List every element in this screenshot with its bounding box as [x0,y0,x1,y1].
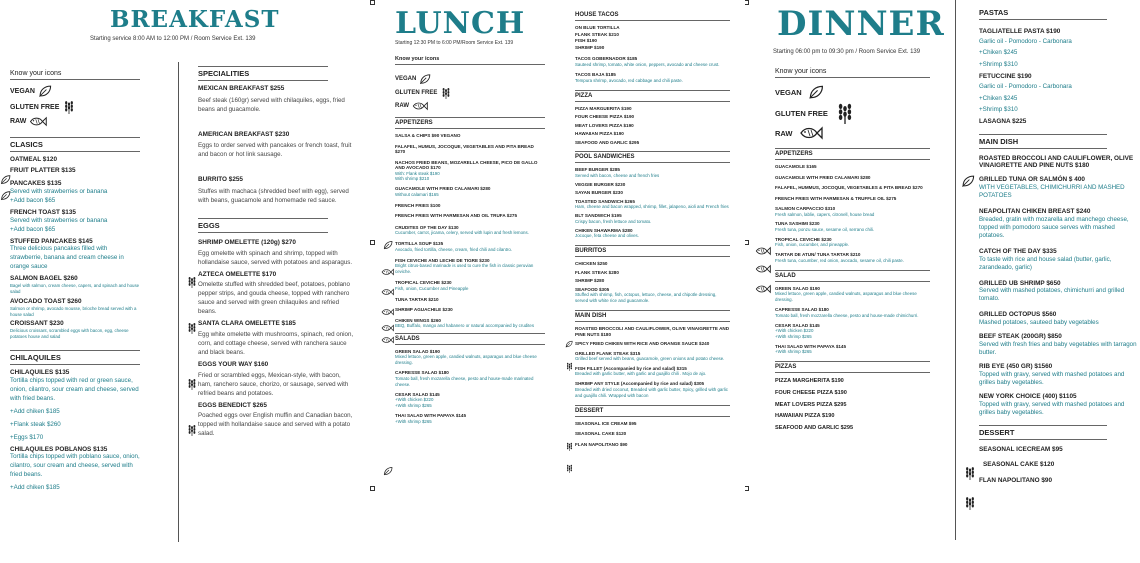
legend-raw-label: RAW [395,103,409,109]
menu-item-desc: Avocado, fried tortilla, cheese, cream, fried chili and cilantro. [395,246,513,252]
menu-item: GRILLED UB SHRIMP $650 [979,279,1061,287]
menu-item: GREEN SALAD $190 [775,285,820,291]
legend-raw-label: RAW [775,128,793,138]
menu-item-desc: Served with fresh fries and baby vegetables with tarragon butter. [979,340,1137,356]
menu-item: FRENCH FRIES $100 [395,202,441,208]
menu-item: VEGGIE BURGER $230 [575,181,626,187]
menu-item: ROASTED BROCCOLI AND CAULIFLOWER, OLIVE VINAIGRETTE AND PINE NUTS $180 [979,154,1134,170]
menu-item: FETUCCINE $190 [979,73,1032,81]
menu-item-desc: Fish, onion, Cucumber and Pineapple [395,285,469,291]
dinner-main-dish-heading: MAIN DISH [979,134,1107,149]
menu-item: SHRIMP OMELETTE (120g) $270 [198,238,296,246]
column-divider [178,62,179,542]
menu-item-desc: BBQ, Buffalo, mango and habanero or natural accompanied by crudites [395,323,535,328]
pizza-heading: PIZZA [575,90,730,102]
menu-item: AVOCADO TOAST $260 [10,297,82,305]
menu-item: FALAFEL, HUMMUS, JOCOQUE, VEGETABLES & PITA BREAD $270 [775,185,923,190]
menu-item: GREEN SALAD $190 [395,348,440,354]
raw-fish-icon [755,264,771,274]
dinner-title: DINNER [777,4,945,44]
dinner-dessert-heading: DESSERT [979,425,1107,440]
menu-item: CRUDITES OF THE DAY $130 [395,224,459,230]
gluten-free-wheat-icon [186,378,198,390]
legend-gluten [775,102,930,124]
menu-item: EGGS BENEDICT $265 [198,401,267,409]
menu-item: BEEF BURGER $285 [575,167,620,173]
menu-item-desc: With: Flank steak $190 With shrimp $210 [395,170,440,182]
legend-vegan-label: VEGAN [10,87,35,95]
menu-item: FRUIT PLATTER $135 [10,166,76,174]
vegan-leaf-icon [0,190,11,201]
vegan-leaf-icon [419,73,431,85]
menu-item-desc: +Eggs $170 [10,433,44,441]
menu-item: SEASONAL ICECREAM $95 [979,445,1063,453]
menu-item-desc: Tortilla chips topped with red or green sauce, onion, cilantro, sour cream and cheese, served with fried beans. [10,376,139,402]
lunch-subtitle: Starting 12:30 PM to 6:00 PM/Room Service Ext. 139 [395,40,514,46]
gluten-free-wheat-icon [440,87,452,99]
menu-item: SHRIMP ANY STYLE (Accompanied by rice and salad) $305 [575,381,705,387]
menu-item: FOUR CHEESE PIZZA $190 [775,390,847,397]
raw-fish-icon [381,324,394,332]
menu-item: CAPRESSE SALAD $180 [775,307,829,313]
legend-raw-label: RAW [10,118,27,125]
menu-item: MEAT LOVERS PIZZA $295 [775,401,847,408]
menu-item-desc: Jocoque, feta cheese and olives. [575,233,639,239]
menu-item: SHRIMP $280 [575,278,605,284]
menu-item: SHRIMP AGUACHILE $230 [395,307,453,312]
clasics-heading: CLASICS [10,137,140,152]
vegan-leaf-icon [38,84,52,98]
raw-fish-icon [381,268,394,276]
gluten-free-wheat-icon [565,442,574,451]
menu-item-desc: Garlic oil - Pomodoro - Carbonara +Chiken $245 +Shrimp $310 [979,82,1072,114]
menu-item-desc: Beef steak (160gr) served with chilaquiles, eggs, fried beans and guacamole. [198,96,345,113]
menu-item: NACHOS FRIED BEANS, MOZARELLA CHEESE, PICO DE GALLO AND AVOCADO $170 [395,159,538,170]
menu-item: FISH CEVICHE AND LECHE DE TIGRE $230 [395,257,490,263]
menu-item-desc: Tomato ball, fresh mozzarella cheese, pesto and house-made chimichurri. [775,312,919,318]
menu-item: FLAN NAPOLITANO $90 [575,441,628,447]
menu-item: FLANK STEAK $280 [575,269,619,275]
gluten-free-wheat-icon [186,276,198,288]
legend-heading: Know your icons [775,66,930,78]
menu-item: NEW YORK CHOICE (400) $1105 [979,392,1077,400]
menu-item-desc: Egg white omelette with mushrooms, spinach, red onion, corn, and cottage cheese, served with ranchera sauce and black beans. [198,330,354,356]
menu-item: NEAPOLITAN CHIKEN BREAST $240 [979,207,1091,215]
menu-item-desc: +With chicken $220 +With shrimp $265 [395,397,434,409]
menu-item-desc: Fried or scrambled eggs, Mexican-style, with bacon, ham, ranchero sauce, chorizo, or sausage, served with refried beans and potatoes. [198,371,349,397]
menu-item-desc: Crispy bacon, fresh lettuce and tomato. [575,218,652,224]
menu-item-desc: Poached eggs over English muffin and Canadian bacon, topped with hollandaise sauce and served with a potato salad. [198,412,353,438]
menu-item: AMERICAN BREAKFAST $230 [198,130,290,138]
menu-item: CAPRESSE SALAD $180 [395,370,449,376]
menu-item: AZTECA OMELETTE $170 [198,270,277,278]
pool-sandwiches-heading: POOL SANDWICHES [575,151,730,163]
menu-item-desc: +Add chiken $185 [10,484,60,492]
lunch-dessert-heading: DESSERT [575,405,730,417]
menu-item: FOUR CHEESE PIZZA $190 [575,114,635,120]
raw-fish-icon [381,308,394,316]
menu-item: TROPICAL CEVICHE $230 [775,236,832,242]
menu-item: GUACAMOLE WITH FRIED CALAMARI $280 [395,186,491,192]
menu-item: GRILLED FLANK STEAK $315 [575,350,641,356]
legend-raw [775,126,930,140]
gluten-free-wheat-icon [186,322,198,334]
menu-item-desc: Delicious croissant, scrambled eggs with bacon, egg, cheese potatoes house and salad [10,328,129,340]
menu-item-desc: Stuffes with machaca (shredded beef with egg), served with beans, guacamole and homemade red sauce. [198,188,349,204]
menu-item-desc: Tortilla chips topped with poblano sauce, onion, cilantro, sour cream and cheese, served with fried beans. [10,453,140,479]
raw-fish-icon [381,288,394,296]
menu-item-desc: Ham, cheese and bacon wrapped, shrimp, fillet, jalapeno, aioli and French fries [575,204,729,210]
menu-item-desc: Grilled beef served with beans, guacamole, green onions and potato cheese. [575,356,725,361]
gluten-free-wheat-icon [565,464,574,473]
menu-item: FISH FILLET (Accompanied by rice and salad) $315 [575,365,687,371]
menu-item: BURRITO $255 [198,176,243,184]
lunch-main-dish-heading: MAIN DISH [575,310,730,322]
menu-item: EGGS YOUR WAY $160 [198,360,269,368]
menu-item: SEASONAL ICE CREAM $95 [575,420,637,426]
legend-vegan-label: VEGAN [395,76,417,82]
menu-item-desc: Fish, onion, cucumber, and pineapple. [775,242,850,248]
gluten-free-wheat-icon [963,466,977,480]
menu-item: SALMON BAGEL $260 [10,275,78,283]
menu-item: BLT SANDWICH $195 [575,213,622,219]
menu-item: CATCH OF THE DAY $335 [979,247,1057,255]
lunch-page [375,0,745,563]
legend-vegan [395,73,545,85]
menu-item: SEAFOOD $305 [575,286,610,292]
menu-item-desc: Egg omelette with spinach and shrimp, topped with hollandaise sauce, served with potatoes and asparagus. [198,249,353,266]
menu-item-desc: Bagel with salmon, cream cheese, capers, and spinach and house salad [10,283,140,294]
legend-gluten-label: GLUTEN FREE [775,108,828,118]
salads-heading: SALADS [395,333,545,345]
eggs-heading: EGGS [198,218,328,233]
legend-raw [395,101,545,111]
menu-item: PANCAKES $135 [10,180,62,188]
breakfast-right-column [198,60,354,439]
menu-item: ROASTED BROCCOLI AND CAULIFLOWER, OLIVE VINAIGRETTE AND PINE NUTS $180 [575,326,730,337]
legend-gluten [10,100,140,114]
menu-item: FLAN NAPOLITANO $90 [979,477,1053,484]
legend-vegan [775,84,930,100]
menu-item-desc: Served with strawberries or banana +Add bacon $65 [10,188,108,205]
legend-vegan-label: VEGAN [775,87,802,97]
menu-item-desc: Served with strawberries or banana +Add bacon $65 [10,216,108,233]
lunch-left-column [395,48,545,425]
menu-item: TAGLIATELLE PASTA $190 [979,28,1061,35]
menu-item-desc: Omelette stuffed with shredded beef, potatoes, poblano pepper strips, and gouda cheese, topped with ranchero sauce and served with green chilaquiles and refried beans. [198,281,350,316]
menu-item: GRILLED TUNA OR SALMÓN $ 400 [979,176,1085,184]
menu-item-desc: +With chicken $220 +With shrimp $265 [775,328,814,339]
menu-item: TACOS BAJA $185 [575,72,616,78]
menu-item: BEEF STEAK (200GR) $850 [979,333,1062,341]
gluten-free-wheat-icon [186,424,198,436]
menu-item: SHRIMP $190 [575,44,605,50]
menu-item: TUNA TARTAR $210 [395,296,439,302]
gluten-free-wheat-icon [963,496,977,510]
menu-item: CESAR SALAD $145 [395,391,440,397]
menu-item: CHIKEN WINGS $260 [395,317,441,323]
legend-vegan [10,84,140,98]
menu-item-desc: Salmon or shrimp, avocado mousse, brioche bread served with a house salad [10,305,137,317]
menu-item-desc: Served with bacon, cheese and french fries [575,172,660,178]
menu-item: PIZZA MARGUERITA $190 [575,105,632,111]
menu-item: FRENCH TOAST $135 [10,209,76,217]
dinner-page [749,0,1140,563]
menu-item-desc: Garlic oil - Pomodoro - Carbonara +Chiken $245 +Shrimp $310 [979,37,1072,69]
menu-item: CROISSANT $230 [10,320,64,328]
house-tacos-heading: HOUSE TACOS [575,10,730,21]
menu-item: LASAGNA $225 [979,118,1027,126]
menu-item: SALMON CARPACCIO $310 [775,206,836,211]
menu-item: GRILLED OCTOPUS $560 [979,311,1057,319]
menu-item: TROPICAL CEVICHE $230 [395,280,452,286]
menu-item-desc: Stuffed with shrimp, fish, octopus, lettuce, cheese, and chipotle dressing, served with white rice and guacamole. [575,292,717,304]
specialities-heading: SPECIALITIES [198,66,328,81]
menu-item: SEAFOOD AND GARLIC $295 [775,425,854,432]
menu-item-desc: To taste with rice and house salad (butter, garlic, zarandeado, garlic) [979,255,1112,271]
menu-item: ON BLUE TORTILLA [575,25,620,30]
menu-item: SAYAN BURGER $230 [575,190,623,196]
gluten-free-wheat-icon [565,362,574,371]
menu-item: CESAR SALAD $145 [775,322,820,328]
dinner-left-column [775,60,930,432]
menu-item-desc: Sauteed shrimp, tomato, white onion, peppers, avocado and cheese crust. [575,61,720,67]
menu-item: GUACAMOLE WITH FRIED CALAMARI $280 [775,174,871,180]
menu-item-desc: Fresh salmon, lablie, capers, citronell, house bread [775,211,875,217]
menu-item: SEASONAL CAKE $120 [575,431,627,437]
menu-item-desc: Served with mashed potatoes, chimichurri and grilled tomato. [979,287,1125,303]
menu-item: SALSA & CHIPS $90 VEGANO [395,133,461,138]
vegan-leaf-icon [0,174,11,185]
breakfast-page [0,0,372,563]
menu-item: SEAFOOD AND GARLIC $295 [575,139,640,145]
vegan-leaf-icon [383,240,393,250]
dinner-subtitle: Starting 06:00 pm to 09:30 pm / Room Service Ext. 139 [773,49,921,55]
menu-item-desc: WITH VEGETABLES, CHIMICHURRI AND MASHED POTATOES [979,183,1125,199]
menu-item: HAWAIIAN PIZZA $190 [775,413,835,420]
menu-item: CHILAQUILES $135 [10,369,70,377]
lunch-title: LUNCH [395,6,526,41]
menu-item-desc: Bright citrus-based marinade is used to cure the fish in classic peruvian ceviche. [395,263,534,275]
menu-item-desc: Mixed lettuce, green apple, candied walnuts, asparagus and blue cheese dressing. [395,354,537,366]
menu-item-desc: Without calamari $165 [395,191,439,197]
menu-item: CHICKEN $250 [575,261,608,267]
menu-item-desc: Tempura shrimp, avocado, red cabbage and chili paste. [575,77,683,83]
menu-item: GUACAMOLE $165 [775,164,817,169]
pastas-heading: PASTAS [979,6,1107,20]
menu-item: HAWAIIAN PIZZA $190 [575,131,624,137]
dinner-right-column [979,6,1139,485]
legend-gluten [395,87,545,99]
menu-item-desc: Topped with gravy, served with mashed potatoes and grilles baby vegetables. [979,400,1125,416]
menu-item-desc: Fresh tuna, cucumber, red onion, avocado, sesame oil, chili paste. [775,257,904,263]
menu-item-desc: Three delicious pancakes filled with strawberrie, banana and cream cheese in orange sauce [10,245,124,271]
raw-fish-icon [412,101,428,111]
menu-item: TUNA SASHIMI $230 [775,221,820,227]
column-divider [955,0,956,540]
menu-item: THAI SALAD WITH PAPAYA $145 [395,413,467,419]
vegan-leaf-icon [383,466,393,476]
menu-item: CHILAQUILES POBLANOS $135 [10,445,108,453]
menu-item-desc: Cucumber, carrot, jicama, celery, served with lupin and fresh lemons. [395,230,529,236]
menu-item-desc: Fresh tuna, ponzu sauce, sesame oil, serrano chili. [775,226,875,232]
menu-item-desc: Breaded with dried coconut, Breaded with garlic butter, Spicy, grilled with garlic and guajillo chili. Wrapped with bacon [575,386,728,398]
menu-item-desc: Breaded, gratin with mozarella and manchego cheese, topped with pomodoro sauce serves with mashed potatoes. [979,215,1129,239]
legend-gluten-label: GLUTEN FREE [10,103,60,111]
appetizers-heading: APPETIZERS [395,117,545,129]
menu-item-desc: +Add chiken $185 [10,407,60,415]
raw-fish-icon [799,126,823,140]
menu-item: FRENCH FRIES WITH PARMESAN AND OIL TRUFA $275 [395,213,517,219]
legend-gluten-label: GLUTEN FREE [395,90,438,96]
menu-item-desc: +With shrimp $265 [775,349,812,355]
lunch-right-column [575,10,730,447]
menu-item: FLANK STEAK $210 [575,31,619,37]
raw-fish-icon [755,246,771,256]
menu-item-desc: Breaded with garlic butter, with garlic and guajillo chili . Mojo de ajo. [575,371,707,377]
breakfast-title: BREAKFAST [110,6,280,33]
menu-item: CHIKEN SHAWARMA $280 [575,227,633,233]
menu-item-desc: +With shrimp $265 [395,418,432,424]
menu-item-desc: Mashed potatoes, sauteed baby vegetables [979,319,1099,327]
menu-item: MEAT LOVERS PIZZA $190 [575,122,634,128]
menu-item: OATMEAL $120 [10,156,57,163]
menu-item: FALAFEL, HUMUS, JOCOQUE, VEGETABLES AND PITA BREAD $270 [395,143,534,154]
menu-item: MEXICAN BREAKFAST $255 [198,85,285,92]
menu-item: TACOS GOBERNADOR $185 [575,56,638,61]
menu-item-desc: Eggs to order served with pancakes or french toast, fruit and bacon or hot link sausage. [198,142,352,159]
menu-item: TOASTED SANDWICH $265 [575,198,635,204]
vegan-leaf-icon [808,84,824,100]
menu-item-desc: Tomato ball, fresh mozarella cheese, pesto and house-made marinated cheese. [395,375,534,387]
vegan-leaf-icon [961,174,975,188]
gluten-free-wheat-icon [834,102,856,124]
dinner-salad-heading: SALAD [775,270,930,282]
menu-item: THAI SALAD WITH PAPAYA $145 [775,343,847,349]
vegan-leaf-icon [565,340,573,348]
menu-item: PIZZA MARGHERITA $190 [775,378,844,385]
legend-heading: Know your icons [10,68,140,80]
legend-raw [10,116,140,127]
dinner-pizzas-heading: PIZZAS [775,361,930,373]
breakfast-subtitle: Starting service 8:00 AM to 12:00 PM / Room Service Ext. 139 [90,36,256,42]
menu-item: RIB EYE (450 GR) $1560 [979,363,1053,370]
menu-item: TARTAR DE ATUN/ TUNA TARTAR $210 [775,252,861,258]
menu-item-desc: +Flank steak $260 [10,420,61,428]
chilaquiles-heading: CHILAQUILES [10,350,140,365]
menu-item: SPICY FRIED CHIKEN WITH RICE AND ORANGE SAUCE $240 [575,341,710,346]
raw-fish-icon [29,116,47,127]
legend-heading: Know your icons [395,54,545,65]
menu-item: FRENCH FRIES WITH PARMESAN & TRUFFLE OIL $275 [775,195,897,201]
menu-item: FISH $190 [575,38,597,43]
breakfast-left-column [10,62,140,493]
menu-item: SANTA CLARA OMELETTE $185 [198,320,296,328]
menu-item: STUFFED PANCAKES $145 [10,237,93,245]
menu-item-desc: Topped with gravy, served with mashed potatoes and grilles baby vegetables. [979,370,1125,386]
raw-fish-icon [755,284,771,294]
raw-fish-icon [381,336,394,344]
menu-item: SEASONAL CAKE $120 [983,461,1055,469]
dinner-appetizers-heading: APPETIZERS [775,148,930,160]
menu-item: TORTILLA SOUP $135 [395,241,444,247]
gluten-free-wheat-icon [62,100,76,114]
burritos-heading: BURRITOS [575,245,730,257]
menu-item-desc: Mixed lettuce, green apple, candied walnuts, asparagus and blue cheese dressing. [775,291,917,303]
